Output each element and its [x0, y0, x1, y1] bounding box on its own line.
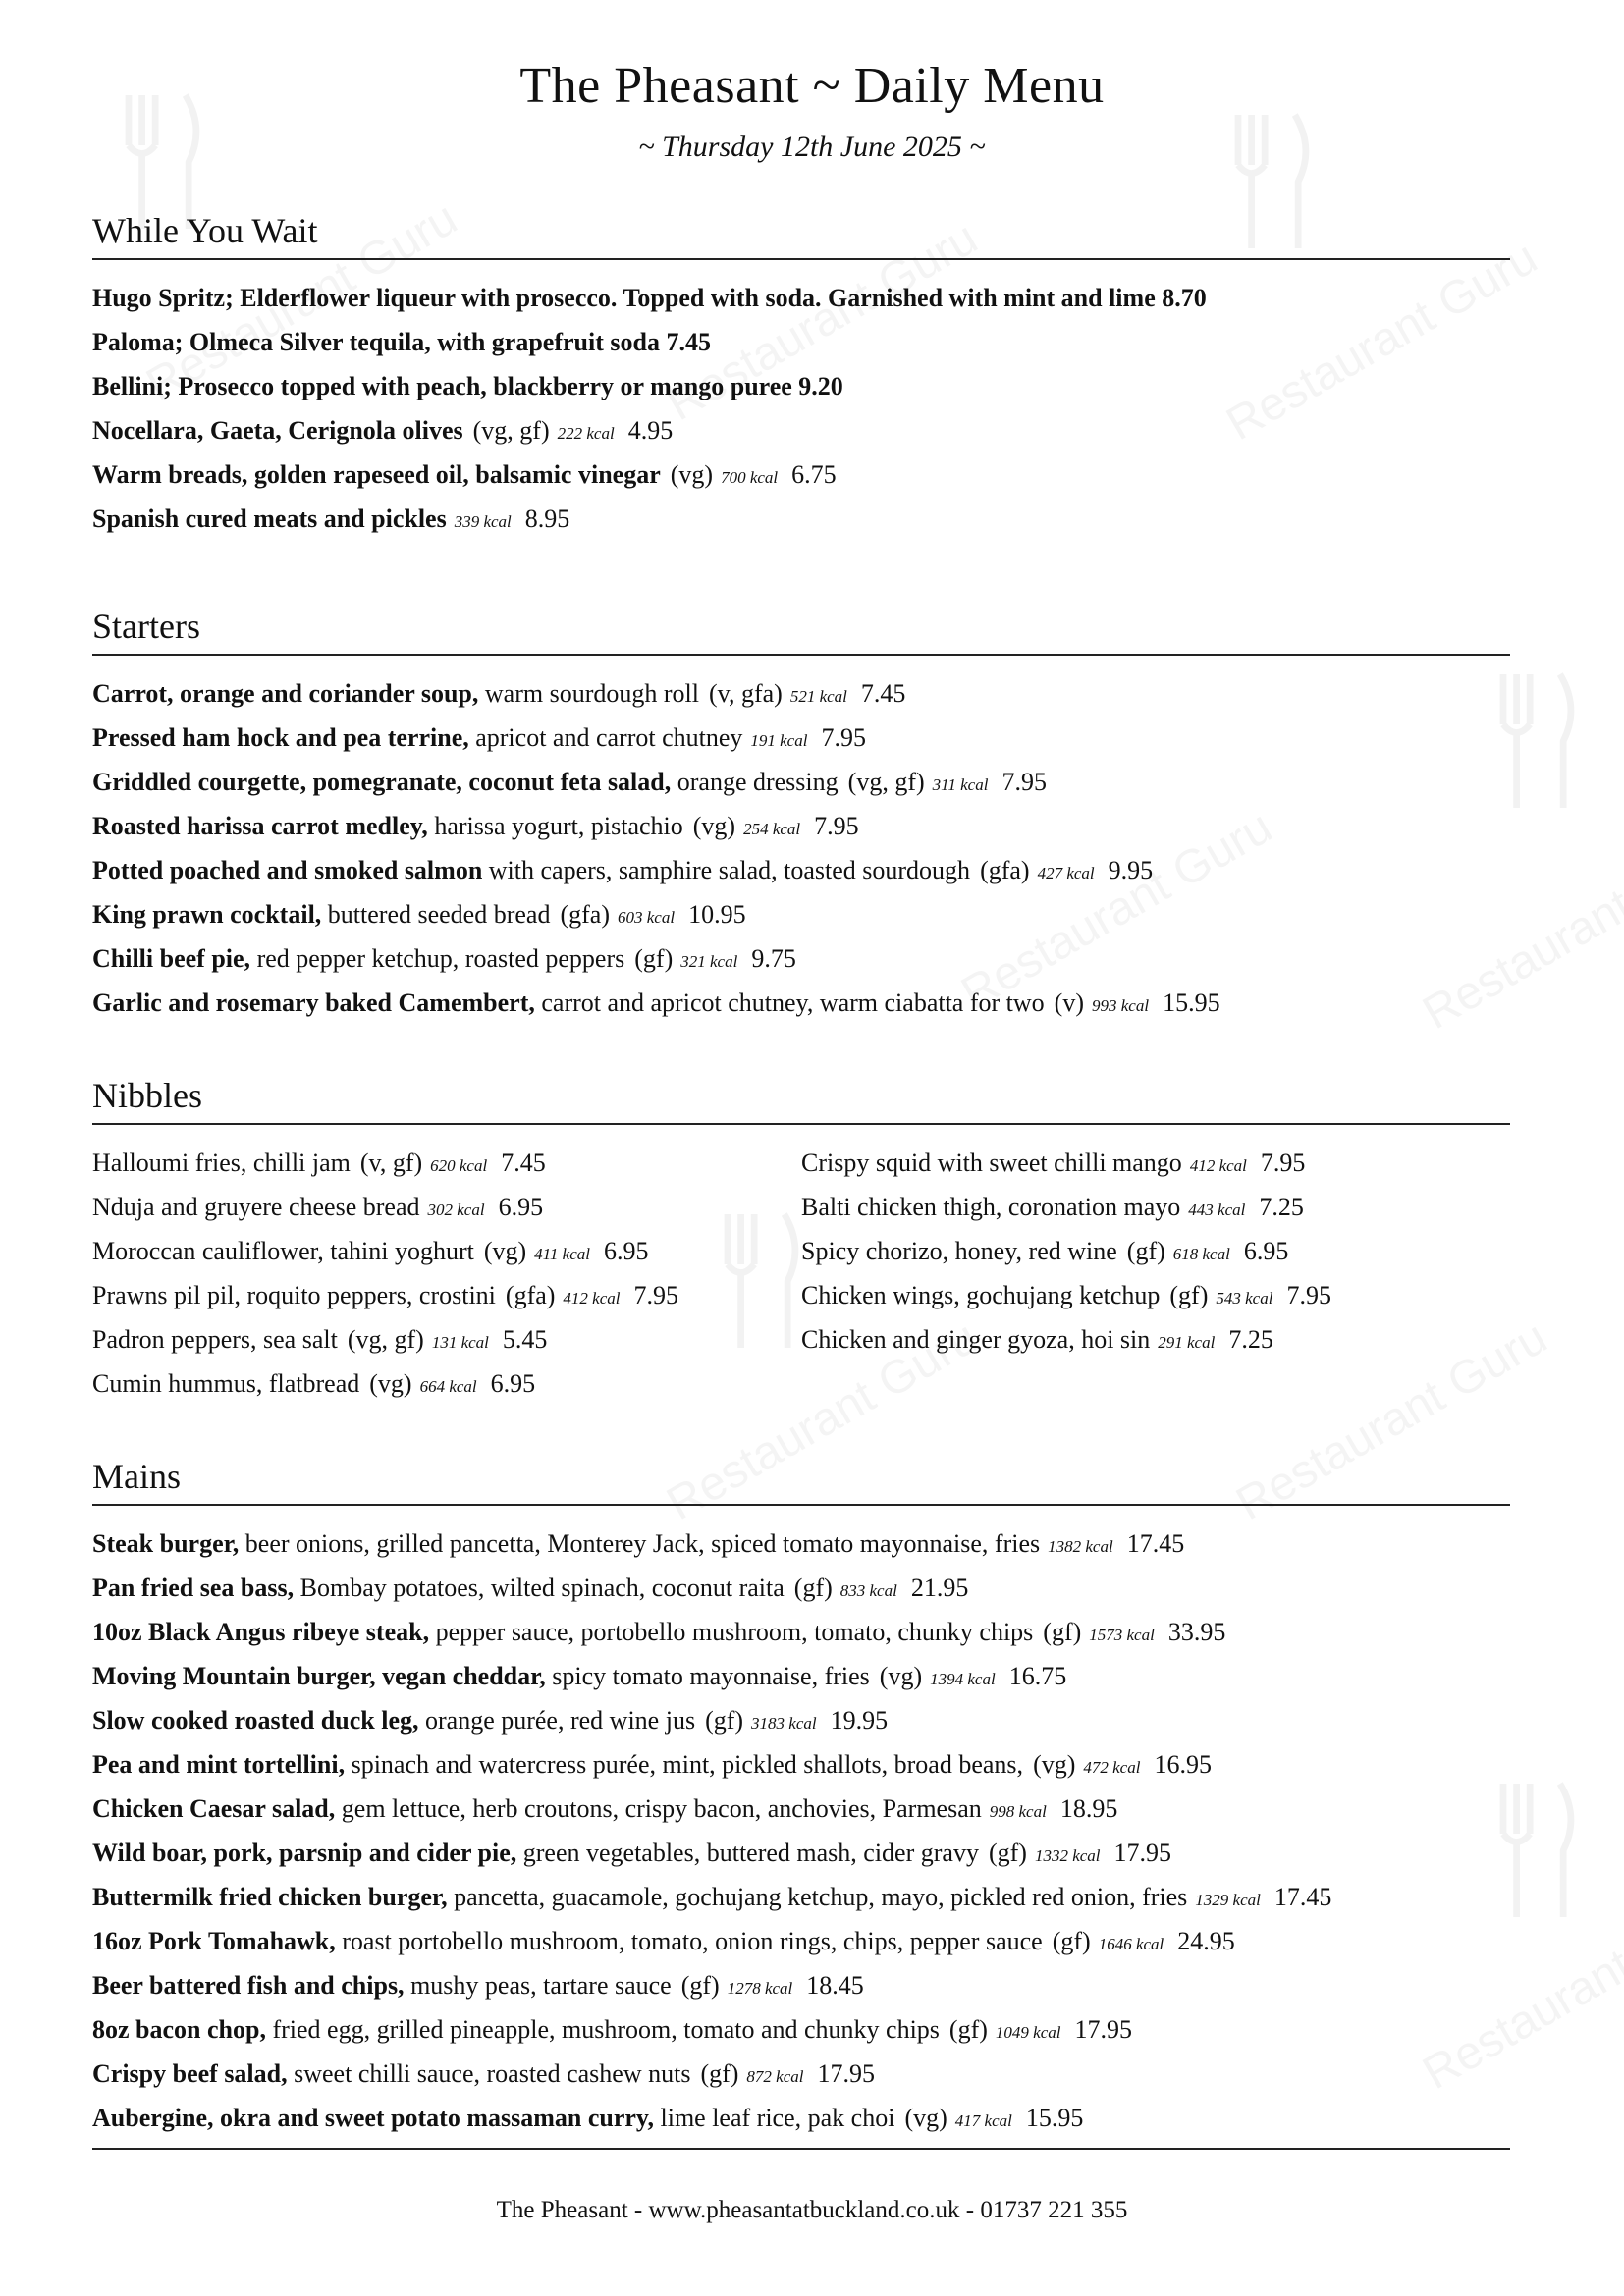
- item-name: Bellini; Prosecco topped with peach, blackberry or mango puree 9.20: [92, 372, 843, 400]
- item-name: Garlic and rosemary baked Camembert,: [92, 988, 535, 1017]
- calorie-count: 1646 kcal: [1098, 1935, 1164, 1953]
- calorie-count: 311 kcal: [932, 775, 989, 794]
- item-description: Bombay potatoes, wilted spinach, coconut raita: [294, 1574, 785, 1602]
- calorie-count: 339 kcal: [454, 512, 512, 531]
- item-name: Pan fried sea bass,: [92, 1574, 295, 1602]
- menu-item: [92, 892, 1510, 936]
- section-heading: Starters: [92, 605, 1510, 656]
- dietary-tag: (gf): [1052, 1927, 1091, 1955]
- section-mains: [92, 1455, 1510, 2140]
- item-name: Crispy beef salad,: [92, 2059, 288, 2088]
- calorie-count: 1573 kcal: [1089, 1626, 1155, 1644]
- calorie-count: 833 kcal: [839, 1581, 897, 1600]
- item-price: 10.95: [688, 900, 746, 929]
- menu-item: [92, 1742, 1510, 1787]
- item-price: 9.75: [751, 944, 796, 973]
- dietary-tag: (vg): [483, 1237, 527, 1265]
- item-price: 15.95: [1025, 2104, 1084, 2132]
- dietary-tag: (gf): [793, 1574, 833, 1602]
- item-name: Padron peppers, sea salt: [92, 1325, 338, 1354]
- menu-item: [92, 936, 1510, 981]
- item-price: 17.45: [1126, 1529, 1185, 1558]
- item-price: 7.45: [860, 679, 906, 708]
- dietary-tag: (gf): [634, 944, 674, 973]
- item-list: [92, 276, 1510, 541]
- menu-item: [92, 364, 1510, 408]
- item-price: 9.95: [1108, 856, 1154, 884]
- menu-item: [92, 804, 1510, 848]
- dietary-tag: (vg): [670, 460, 714, 489]
- calorie-count: 412 kcal: [1189, 1156, 1247, 1175]
- item-description: mushy peas, tartare sauce: [404, 1971, 672, 2000]
- menu-item: [801, 1141, 1510, 1185]
- menu-item: [92, 1229, 801, 1273]
- item-name: Prawns pil pil, roquito peppers, crostini: [92, 1281, 496, 1309]
- calorie-count: 700 kcal: [721, 468, 779, 487]
- item-price: 24.95: [1177, 1927, 1235, 1955]
- item-description: green vegetables, buttered mash, cider gravy: [516, 1839, 979, 1867]
- item-name: Moroccan cauliflower, tahini yoghurt: [92, 1237, 474, 1265]
- item-description: lime leaf rice, pak choi: [654, 2104, 895, 2132]
- item-price: 33.95: [1167, 1618, 1226, 1646]
- calorie-count: 603 kcal: [617, 908, 676, 927]
- item-price: 6.75: [791, 460, 837, 489]
- menu-item: [92, 671, 1510, 716]
- calorie-count: 321 kcal: [680, 952, 738, 971]
- item-name: Griddled courgette, pomegranate, coconut feta salad,: [92, 768, 672, 796]
- item-name: Hugo Spritz; Elderflower liqueur with prosecco. Topped with soda. Garnished with mint and lime 8.70: [92, 284, 1207, 312]
- item-price: 4.95: [627, 416, 674, 445]
- menu-item: [801, 1317, 1510, 1362]
- menu-item: [92, 1654, 1510, 1698]
- calorie-count: 472 kcal: [1083, 1758, 1141, 1777]
- menu-item: [92, 320, 1510, 364]
- dietary-tag: (gfa): [560, 900, 610, 929]
- menu-item: [92, 1698, 1510, 1742]
- item-description: warm sourdough roll: [478, 679, 699, 708]
- menu-item: [801, 1185, 1510, 1229]
- menu-item: [92, 1875, 1510, 1919]
- calorie-count: 131 kcal: [431, 1333, 489, 1352]
- item-price: 7.25: [1259, 1193, 1304, 1221]
- item-description: gem lettuce, herb croutons, crispy bacon, anchovies, Parmesan: [335, 1794, 982, 1823]
- menu-item: [92, 497, 1510, 541]
- item-name: Chilli beef pie,: [92, 944, 251, 973]
- menu-item: [801, 1229, 1510, 1273]
- item-description: fried egg, grilled pineapple, mushroom, tomato and chunky chips: [265, 2015, 940, 2044]
- dietary-tag: (v, gf): [359, 1148, 423, 1177]
- menu-item: [92, 1787, 1510, 1831]
- dietary-tag: (gf): [988, 1839, 1027, 1867]
- calorie-count: 291 kcal: [1158, 1333, 1216, 1352]
- bottom-divider: [92, 2148, 1510, 2150]
- dietary-tag: (gf): [948, 2015, 988, 2044]
- dietary-tag: (vg): [692, 812, 736, 840]
- item-name: King prawn cocktail,: [92, 900, 322, 929]
- section-heading: While You Wait: [92, 209, 1510, 260]
- item-name: Carrot, orange and coriander soup,: [92, 679, 479, 708]
- calorie-count: 664 kcal: [419, 1377, 477, 1396]
- calorie-count: 443 kcal: [1188, 1201, 1246, 1219]
- item-price: 17.95: [817, 2059, 875, 2088]
- item-name: Chicken wings, gochujang ketchup: [801, 1281, 1161, 1309]
- calorie-count: 1049 kcal: [995, 2023, 1061, 2042]
- menu-item: [92, 1522, 1510, 1566]
- menu-item: [92, 1185, 801, 1229]
- item-name: 8oz bacon chop,: [92, 2015, 266, 2044]
- item-price: 18.45: [806, 1971, 864, 2000]
- item-description: carrot and apricot chutney, warm ciabatta for two: [534, 988, 1045, 1017]
- calorie-count: 872 kcal: [746, 2067, 804, 2086]
- item-name: 10oz Black Angus ribeye steak,: [92, 1618, 430, 1646]
- menu-title: The Pheasant ~ Daily Menu: [519, 58, 1105, 114]
- item-name: Slow cooked roasted duck leg,: [92, 1706, 419, 1735]
- calorie-count: 1394 kcal: [930, 1670, 996, 1688]
- dietary-tag: (gf): [1169, 1281, 1209, 1309]
- calorie-count: 417 kcal: [954, 2111, 1012, 2130]
- item-name: Balti chicken thigh, coronation mayo: [801, 1193, 1181, 1221]
- calorie-count: 1278 kcal: [727, 1979, 793, 1998]
- calorie-count: 191 kcal: [750, 731, 808, 750]
- item-price: 16.75: [1008, 1662, 1067, 1690]
- item-description: beer onions, grilled pancetta, Monterey Jack, spiced tomato mayonnaise, fries: [239, 1529, 1041, 1558]
- calorie-count: 254 kcal: [743, 820, 801, 838]
- calorie-count: 427 kcal: [1037, 864, 1095, 882]
- menu-item: [801, 1273, 1510, 1317]
- item-description: apricot and carrot chutney: [468, 723, 743, 752]
- section-while-you-wait: [92, 209, 1510, 541]
- item-price: 17.45: [1273, 1883, 1332, 1911]
- item-price: 6.95: [490, 1369, 536, 1398]
- item-name: Spanish cured meats and pickles: [92, 505, 447, 533]
- menu-item: [92, 2007, 1510, 2052]
- calorie-count: 993 kcal: [1092, 996, 1150, 1015]
- item-description: spicy tomato mayonnaise, fries: [545, 1662, 870, 1690]
- item-name: Chicken and ginger gyoza, hoi sin: [801, 1325, 1151, 1354]
- item-name: Wild boar, pork, parsnip and cider pie,: [92, 1839, 517, 1867]
- calorie-count: 618 kcal: [1172, 1245, 1230, 1263]
- dietary-tag: (gf): [705, 1706, 744, 1735]
- item-name: Paloma; Olmeca Silver tequila, with grapefruit soda 7.45: [92, 328, 711, 356]
- item-price: 15.95: [1163, 988, 1220, 1017]
- dietary-tag: (vg): [369, 1369, 412, 1398]
- item-price: 8.95: [524, 505, 570, 533]
- dietary-tag: (vg): [1033, 1750, 1076, 1779]
- calorie-count: 222 kcal: [557, 424, 615, 443]
- item-description: orange purée, red wine jus: [418, 1706, 696, 1735]
- menu-item: [92, 453, 1510, 497]
- section-nibbles: [92, 1074, 1510, 1406]
- dietary-tag: (gf): [1126, 1237, 1165, 1265]
- item-description: spinach and watercress purée, mint, pickled shallots, broad beans,: [345, 1750, 1024, 1779]
- item-name: Spicy chorizo, honey, red wine: [801, 1237, 1117, 1265]
- nibbles-columns: [92, 1141, 1510, 1406]
- section-starters: [92, 605, 1510, 1025]
- menu-item: [92, 1141, 801, 1185]
- item-name: Warm breads, golden rapeseed oil, balsamic vinegar: [92, 460, 661, 489]
- item-description: pancetta, guacamole, gochujang ketchup, mayo, pickled red onion, fries: [447, 1883, 1188, 1911]
- item-name: Pressed ham hock and pea terrine,: [92, 723, 469, 752]
- item-price: 6.95: [603, 1237, 649, 1265]
- item-name: Buttermilk fried chicken burger,: [92, 1883, 448, 1911]
- item-price: 7.95: [1001, 768, 1047, 796]
- item-price: 6.95: [498, 1193, 544, 1221]
- calorie-count: 543 kcal: [1216, 1289, 1273, 1308]
- menu-item: [92, 848, 1510, 892]
- dietary-tag: (v, gfa): [708, 679, 783, 708]
- menu-item: [92, 276, 1510, 320]
- item-name: Pea and mint tortellini,: [92, 1750, 346, 1779]
- item-price: 7.95: [633, 1281, 678, 1309]
- item-price: 6.95: [1243, 1237, 1289, 1265]
- item-name: Halloumi fries, chilli jam: [92, 1148, 351, 1177]
- menu-item: [92, 408, 1510, 453]
- menu-item: [92, 1963, 1510, 2007]
- item-name: Beer battered fish and chips,: [92, 1971, 405, 2000]
- section-heading: Nibbles: [92, 1074, 1510, 1125]
- menu-item: [92, 1919, 1510, 1963]
- item-description: orange dressing: [671, 768, 839, 796]
- calorie-count: 998 kcal: [989, 1802, 1047, 1821]
- menu-item: [92, 1831, 1510, 1875]
- menu-item: [92, 2096, 1510, 2140]
- calorie-count: 620 kcal: [430, 1156, 488, 1175]
- menu-item: [92, 981, 1510, 1025]
- item-name: 16oz Pork Tomahawk,: [92, 1927, 336, 1955]
- menu-item: [92, 760, 1510, 804]
- item-description: red pepper ketchup, roasted peppers: [250, 944, 625, 973]
- menu-item: [92, 1317, 801, 1362]
- item-price: 19.95: [830, 1706, 889, 1735]
- dietary-tag: (vg, gf): [472, 416, 550, 445]
- menu-item: [92, 1566, 1510, 1610]
- item-price: 7.45: [501, 1148, 546, 1177]
- calorie-count: 521 kcal: [789, 687, 847, 706]
- nibbles-right-column: [801, 1141, 1510, 1406]
- calorie-count: 412 kcal: [563, 1289, 621, 1308]
- item-name: Steak burger,: [92, 1529, 240, 1558]
- menu-item: [92, 1610, 1510, 1654]
- item-description: harissa yogurt, pistachio: [427, 812, 683, 840]
- item-name: Crispy squid with sweet chilli mango: [801, 1148, 1182, 1177]
- item-price: 16.95: [1154, 1750, 1212, 1779]
- item-name: Potted poached and smoked salmon: [92, 856, 483, 884]
- dietary-tag: (vg): [904, 2104, 947, 2132]
- item-description: pepper sauce, portobello mushroom, tomato, chunky chips: [429, 1618, 1034, 1646]
- dietary-tag: (gf): [680, 1971, 720, 2000]
- item-description: with capers, samphire salad, toasted sourdough: [482, 856, 971, 884]
- item-price: 7.95: [814, 812, 859, 840]
- item-price: 5.45: [502, 1325, 548, 1354]
- item-description: buttered seeded bread: [321, 900, 551, 929]
- item-name: Roasted harissa carrot medley,: [92, 812, 428, 840]
- dietary-tag: (vg, gf): [847, 768, 925, 796]
- dietary-tag: (gfa): [505, 1281, 556, 1309]
- item-name: Nduja and gruyere cheese bread: [92, 1193, 420, 1221]
- dietary-tag: (gfa): [980, 856, 1030, 884]
- item-price: 17.95: [1074, 2015, 1132, 2044]
- item-name: Chicken Caesar salad,: [92, 1794, 336, 1823]
- item-name: Moving Mountain burger, vegan cheddar,: [92, 1662, 546, 1690]
- calorie-count: 1332 kcal: [1034, 1846, 1101, 1865]
- calorie-count: 1382 kcal: [1048, 1537, 1113, 1556]
- item-description: roast portobello mushroom, tomato, onion rings, chips, pepper sauce: [335, 1927, 1043, 1955]
- item-description: sweet chilli sauce, roasted cashew nuts: [287, 2059, 691, 2088]
- dietary-tag: (gf): [700, 2059, 739, 2088]
- item-price: 7.25: [1228, 1325, 1273, 1354]
- menu-date: ~ Thursday 12th June 2025 ~: [638, 131, 986, 163]
- menu-item: [92, 1362, 801, 1406]
- nibbles-left-column: [92, 1141, 801, 1406]
- menu-item: [92, 716, 1510, 760]
- item-price: 7.95: [821, 723, 866, 752]
- item-price: 7.95: [1286, 1281, 1331, 1309]
- item-list: [92, 1522, 1510, 2140]
- dietary-tag: (vg, gf): [347, 1325, 424, 1354]
- item-price: 7.95: [1260, 1148, 1306, 1177]
- calorie-count: 411 kcal: [534, 1245, 590, 1263]
- dietary-tag: (v): [1054, 988, 1084, 1017]
- dietary-tag: (gf): [1043, 1618, 1082, 1646]
- calorie-count: 302 kcal: [427, 1201, 485, 1219]
- item-name: Aubergine, okra and sweet potato massaman curry,: [92, 2104, 654, 2132]
- dietary-tag: (vg): [879, 1662, 923, 1690]
- item-price: 17.95: [1113, 1839, 1172, 1867]
- item-price: 18.95: [1059, 1794, 1118, 1823]
- footer-contact: The Pheasant - www.pheasantatbuckland.co.uk - 01737 221 355: [496, 2197, 1128, 2223]
- item-list: [92, 671, 1510, 1025]
- calorie-count: 1329 kcal: [1195, 1891, 1261, 1909]
- menu-item: [92, 1273, 801, 1317]
- section-heading: Mains: [92, 1455, 1510, 1506]
- menu-item: [92, 2052, 1510, 2096]
- item-name: Nocellara, Gaeta, Cerignola olives: [92, 416, 463, 445]
- item-name: Cumin hummus, flatbread: [92, 1369, 360, 1398]
- calorie-count: 3183 kcal: [751, 1714, 817, 1733]
- item-price: 21.95: [910, 1574, 969, 1602]
